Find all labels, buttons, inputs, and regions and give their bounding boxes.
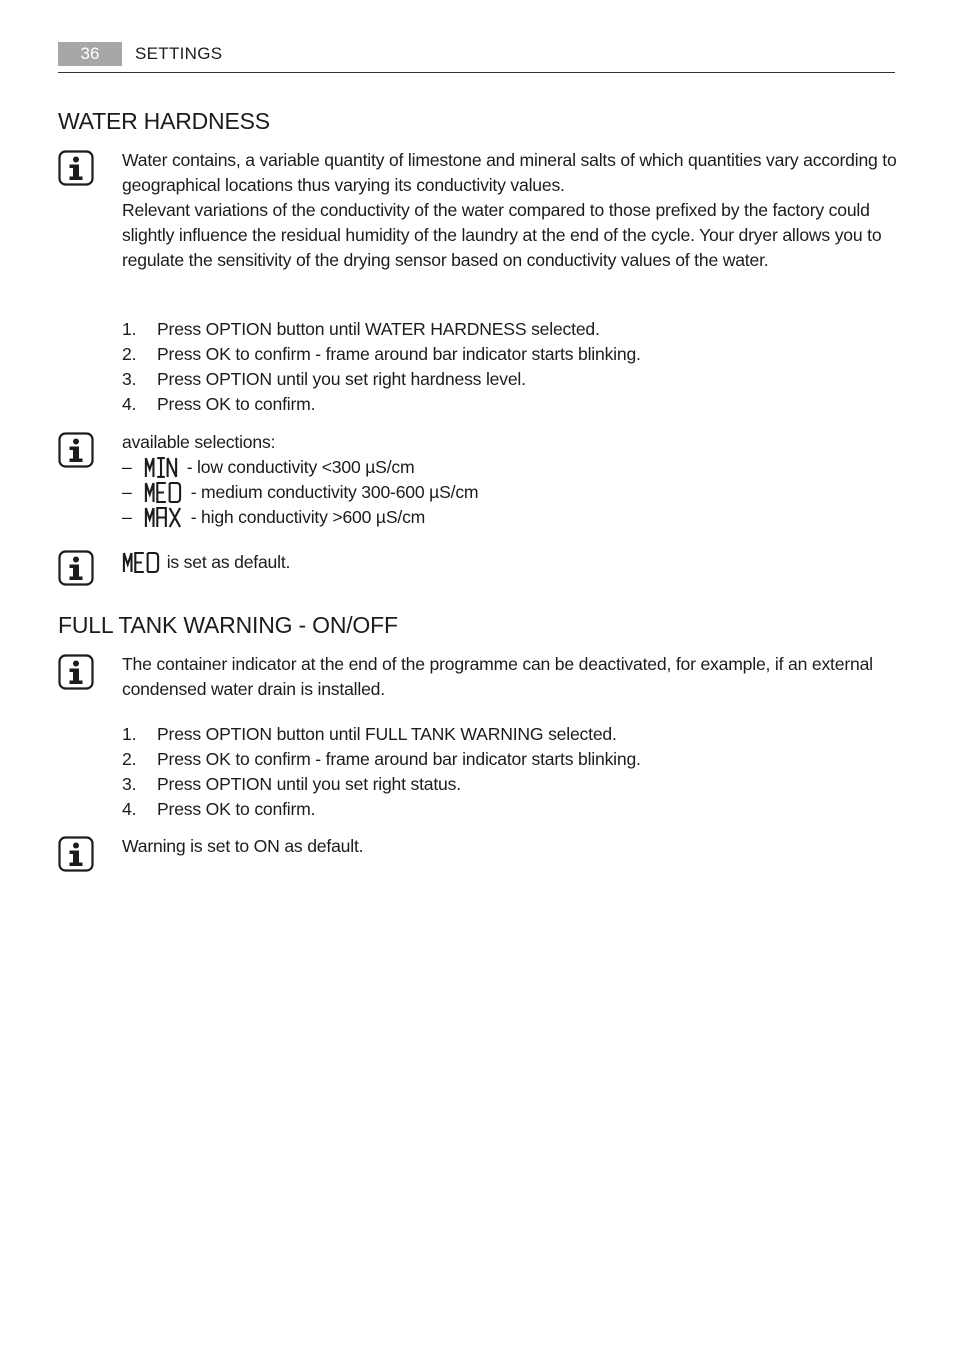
step-number: 4.: [122, 394, 137, 414]
default-text: is set as default.: [162, 552, 291, 572]
list-item: [122, 317, 902, 342]
selection-item-min: [122, 455, 902, 480]
step-number: 4.: [122, 799, 137, 819]
intro-paragraph: Relevant variations of the conductivity of the water compared to those prefixed by the factory could slightly influence the residual humidity of the laundry at the end of the cycle. Your dryer allows you to regulate the sensitivity of the drying sensor based on conductivity values of the water.: [122, 200, 882, 270]
step-text: Press OPTION button until WATER HARDNESS selected.: [157, 319, 600, 339]
page-number: 36: [58, 42, 122, 66]
full-tank-steps: [122, 722, 902, 822]
water-hardness-intro: [122, 148, 902, 273]
default-note: [122, 550, 902, 575]
list-item: [122, 342, 902, 367]
step-number: 2.: [122, 344, 137, 364]
info-icon: [58, 836, 94, 872]
list-item: [122, 392, 902, 417]
dash: –: [122, 507, 132, 527]
list-item: [122, 797, 902, 822]
full-tank-default-note: Warning is set to ON as default.: [122, 836, 364, 856]
info-icon: [58, 432, 94, 468]
step-number: 3.: [122, 369, 137, 389]
selection-text: - high conductivity >600 µS/cm: [186, 507, 426, 527]
full-tank-heading: FULL TANK WARNING - ON/OFF: [58, 612, 398, 638]
list-item: [122, 367, 902, 392]
lcd-min-icon: [144, 457, 178, 478]
step-text: Press OK to confirm.: [157, 799, 316, 819]
selection-text: - low conductivity <300 µS/cm: [182, 457, 415, 477]
step-number: 1.: [122, 724, 137, 744]
lcd-med-icon: [122, 552, 160, 573]
water-hardness-steps: [122, 317, 902, 417]
step-text: Press OK to confirm - frame around bar indicator starts blinking.: [157, 749, 641, 769]
step-number: 3.: [122, 774, 137, 794]
water-hardness-heading: WATER HARDNESS: [58, 108, 270, 134]
step-number: 1.: [122, 319, 137, 339]
selection-item-med: [122, 480, 902, 505]
list-item: [122, 722, 902, 747]
list-item: [122, 772, 902, 797]
step-text: Press OK to confirm.: [157, 394, 316, 414]
lcd-med-icon: [144, 482, 182, 503]
section-name: SETTINGS: [135, 44, 223, 63]
selections-label: available selections:: [122, 432, 276, 452]
step-text: Press OK to confirm - frame around bar indicator starts blinking.: [157, 344, 641, 364]
selection-item-max: [122, 505, 902, 530]
intro-paragraph: Water contains, a variable quantity of limestone and mineral salts of which quantities vary according to geographical locations thus varying its conductivity values.: [122, 150, 897, 195]
step-text: Press OPTION until you set right status.: [157, 774, 461, 794]
full-tank-intro: The container indicator at the end of the programme can be deactivated, for example, if an external condensed water drain is installed.: [122, 654, 873, 699]
dash: –: [122, 482, 132, 502]
lcd-max-icon: [144, 507, 182, 528]
step-text: Press OPTION until you set right hardness level.: [157, 369, 526, 389]
dash: –: [122, 457, 132, 477]
step-text: Press OPTION button until FULL TANK WARNING selected.: [157, 724, 617, 744]
step-number: 2.: [122, 749, 137, 769]
page-header: [58, 40, 895, 73]
selection-text: - medium conductivity 300-600 µS/cm: [186, 482, 479, 502]
info-icon: [58, 150, 94, 186]
available-selections: [122, 430, 902, 530]
info-icon: [58, 550, 94, 586]
list-item: [122, 747, 902, 772]
info-icon: [58, 654, 94, 690]
